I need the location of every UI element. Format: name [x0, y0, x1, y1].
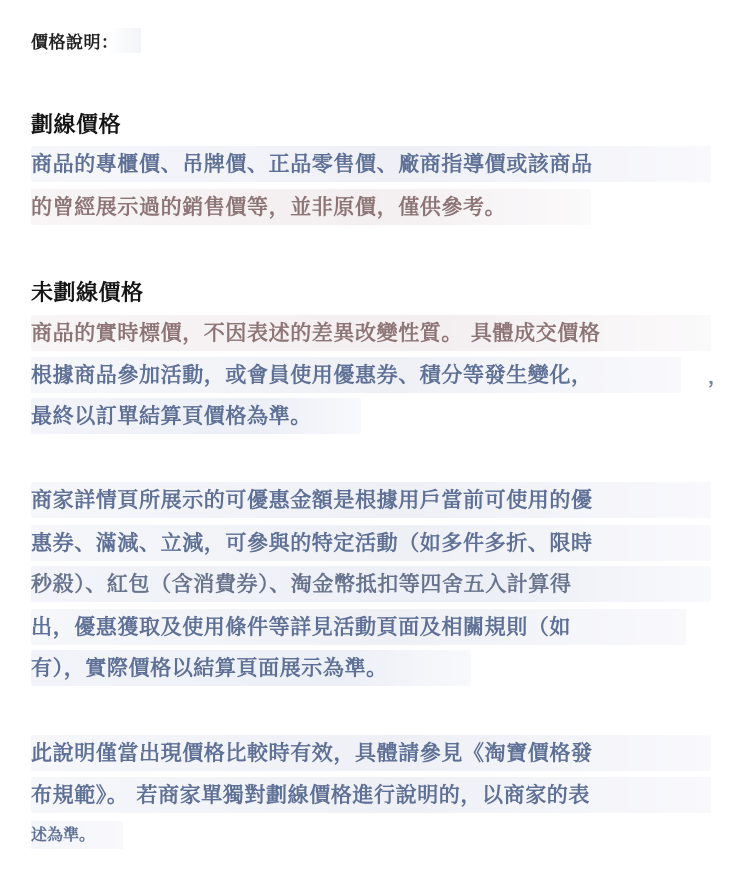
- strikethrough-text-line: 的曾經展示過的銷售價等，並非原價，僅供參考。: [31, 189, 591, 225]
- discount-text-line: 有），實際價格以結算頁面展示為準。: [31, 650, 471, 686]
- discount-text-line: 秒殺）、紅包（含消費券）、淘金幣抵扣等四舍五入計算得: [31, 566, 711, 602]
- stray-punctuation: ，: [708, 366, 728, 388]
- strikethrough-text-line: 商品的專櫃價、吊牌價、正品零售價、廠商指導價或該商品: [31, 146, 711, 182]
- discount-text-line: 出，優惠獲取及使用條件等詳見活動頁面及相關規則（如: [31, 609, 686, 645]
- notice-text-line: 此說明僅當出現價格比較時有效，具體請參見《淘寶價格發: [31, 735, 711, 771]
- section-heading-non-strikethrough: 未劃線價格: [31, 281, 144, 306]
- discount-text-line: 惠券、滿減、立減，可參與的特定活動（如多件多折、限時: [31, 525, 711, 561]
- non-strikethrough-text-line: 根據商品參加活動，或會員使用優惠券、積分等發生變化，: [31, 357, 681, 393]
- page-title: 價格說明：: [31, 28, 141, 53]
- non-strikethrough-text-line: 商品的實時標價，不因表述的差異改變性質。 具體成交價格: [31, 315, 711, 351]
- non-strikethrough-text-line: 最終以訂單結算頁價格為準。: [31, 398, 361, 434]
- notice-last-line: 述為準。: [31, 821, 123, 849]
- discount-text-line: 商家詳情頁所展示的可優惠金額是根據用戶當前可使用的優: [31, 482, 711, 518]
- section-heading-strikethrough: 劃線價格: [31, 113, 122, 138]
- notice-text-line: 布規範》。 若商家單獨對劃線價格進行說明的，以商家的表: [31, 777, 711, 813]
